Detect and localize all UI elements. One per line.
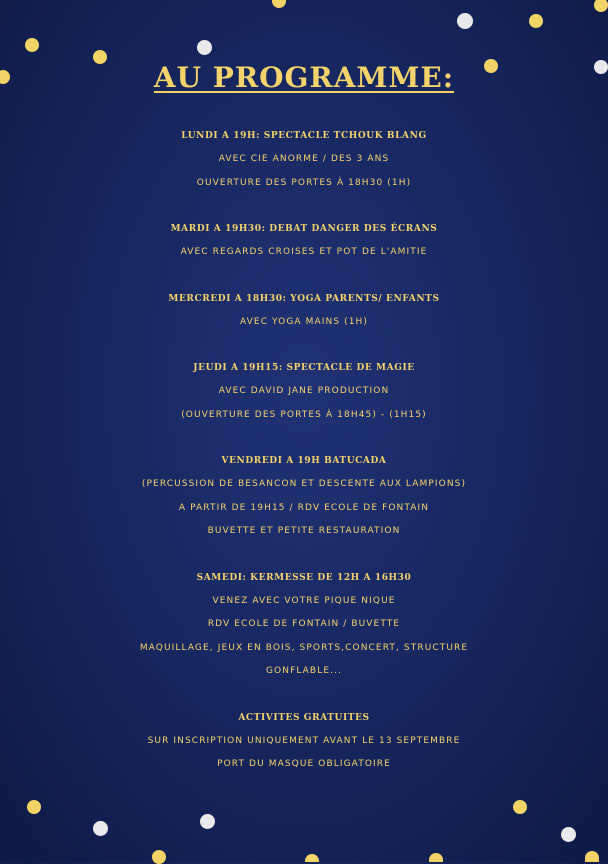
event-detail: A PARTIR DE 19H15 / RDV ECOLE DE FONTAIN <box>178 502 430 513</box>
confetti-dot <box>93 821 108 836</box>
event-detail: AVEC YOGA MAINS (1H) <box>239 316 369 327</box>
confetti-dot <box>305 854 319 862</box>
event-detail: OUVERTURE DES PORTES À 18H30 (1H) <box>196 177 412 188</box>
event-heading: VENDREDI A 19H BATUCADA <box>221 456 387 466</box>
event-friday <box>0 449 608 544</box>
confetti-dot <box>585 851 599 862</box>
event-detail: (OUVERTURE DES PORTES À 18H45) - (1H15) <box>181 409 427 420</box>
event-detail: GONFLABLE... <box>265 666 342 676</box>
event-detail: PORT DU MASQUE OBLIGATOIRE <box>217 759 391 769</box>
event-heading: JEUDI A 19H15: SPECTACLE DE MAGIE <box>193 363 415 373</box>
event-thursday <box>0 356 608 427</box>
confetti-dot <box>197 40 212 55</box>
free-activities <box>0 706 608 777</box>
confetti-dot <box>594 0 608 12</box>
page-title: AU PROGRAMME: <box>153 61 455 94</box>
event-detail: AVEC DAVID JANE PRODUCTION <box>218 386 390 396</box>
event-detail: SUR INSCRIPTION UNIQUEMENT AVANT LE 13 SEPTEMBRE <box>147 735 461 746</box>
event-saturday <box>0 566 608 684</box>
confetti-dot <box>272 0 286 8</box>
event-detail: AVEC CIE ANORME / DES 3 ANS <box>218 154 390 164</box>
event-detail: VENEZ AVEC VOTRE PIQUE NIQUE <box>212 595 396 606</box>
program-content <box>0 58 608 799</box>
event-detail: RDV ECOLE DE FONTAIN / BUVETTE <box>207 619 401 629</box>
event-detail: (PERCUSSION DE BESANCON ET DESCENTE AUX LAMPIONS) <box>141 479 467 489</box>
confetti-dot <box>529 14 543 28</box>
confetti-dot <box>25 38 39 52</box>
event-heading: MARDI A 19H30: DEBAT DANGER DES ÉCRANS <box>170 224 438 234</box>
event-wednesday <box>0 287 608 335</box>
confetti-dot <box>513 800 527 814</box>
event-heading: MERCREDI A 18H30: YOGA PARENTS/ ENFANTS <box>168 293 440 304</box>
confetti-dot <box>429 853 443 862</box>
event-heading: SAMEDI: KERMESSE DE 12H A 16H30 <box>196 572 412 583</box>
confetti-dot <box>561 827 576 842</box>
event-detail: MAQUILLAGE, JEUX EN BOIS, SPORTS,CONCERT, STRUCTURE <box>139 642 469 653</box>
confetti-dot <box>27 800 41 814</box>
confetti-dot <box>457 13 473 29</box>
event-heading: LUNDI A 19H: SPECTACLE TCHOUK BLANG <box>181 131 427 141</box>
event-monday <box>0 124 608 195</box>
event-heading: ACTIVITES GRATUITES <box>238 712 370 723</box>
confetti-dot <box>200 814 215 829</box>
event-tuesday <box>0 217 608 265</box>
event-detail: BUVETTE ET PETITE RESTAURATION <box>207 526 401 536</box>
event-detail: AVEC REGARDS CROISES ET POT DE L'AMITIE <box>180 247 428 257</box>
